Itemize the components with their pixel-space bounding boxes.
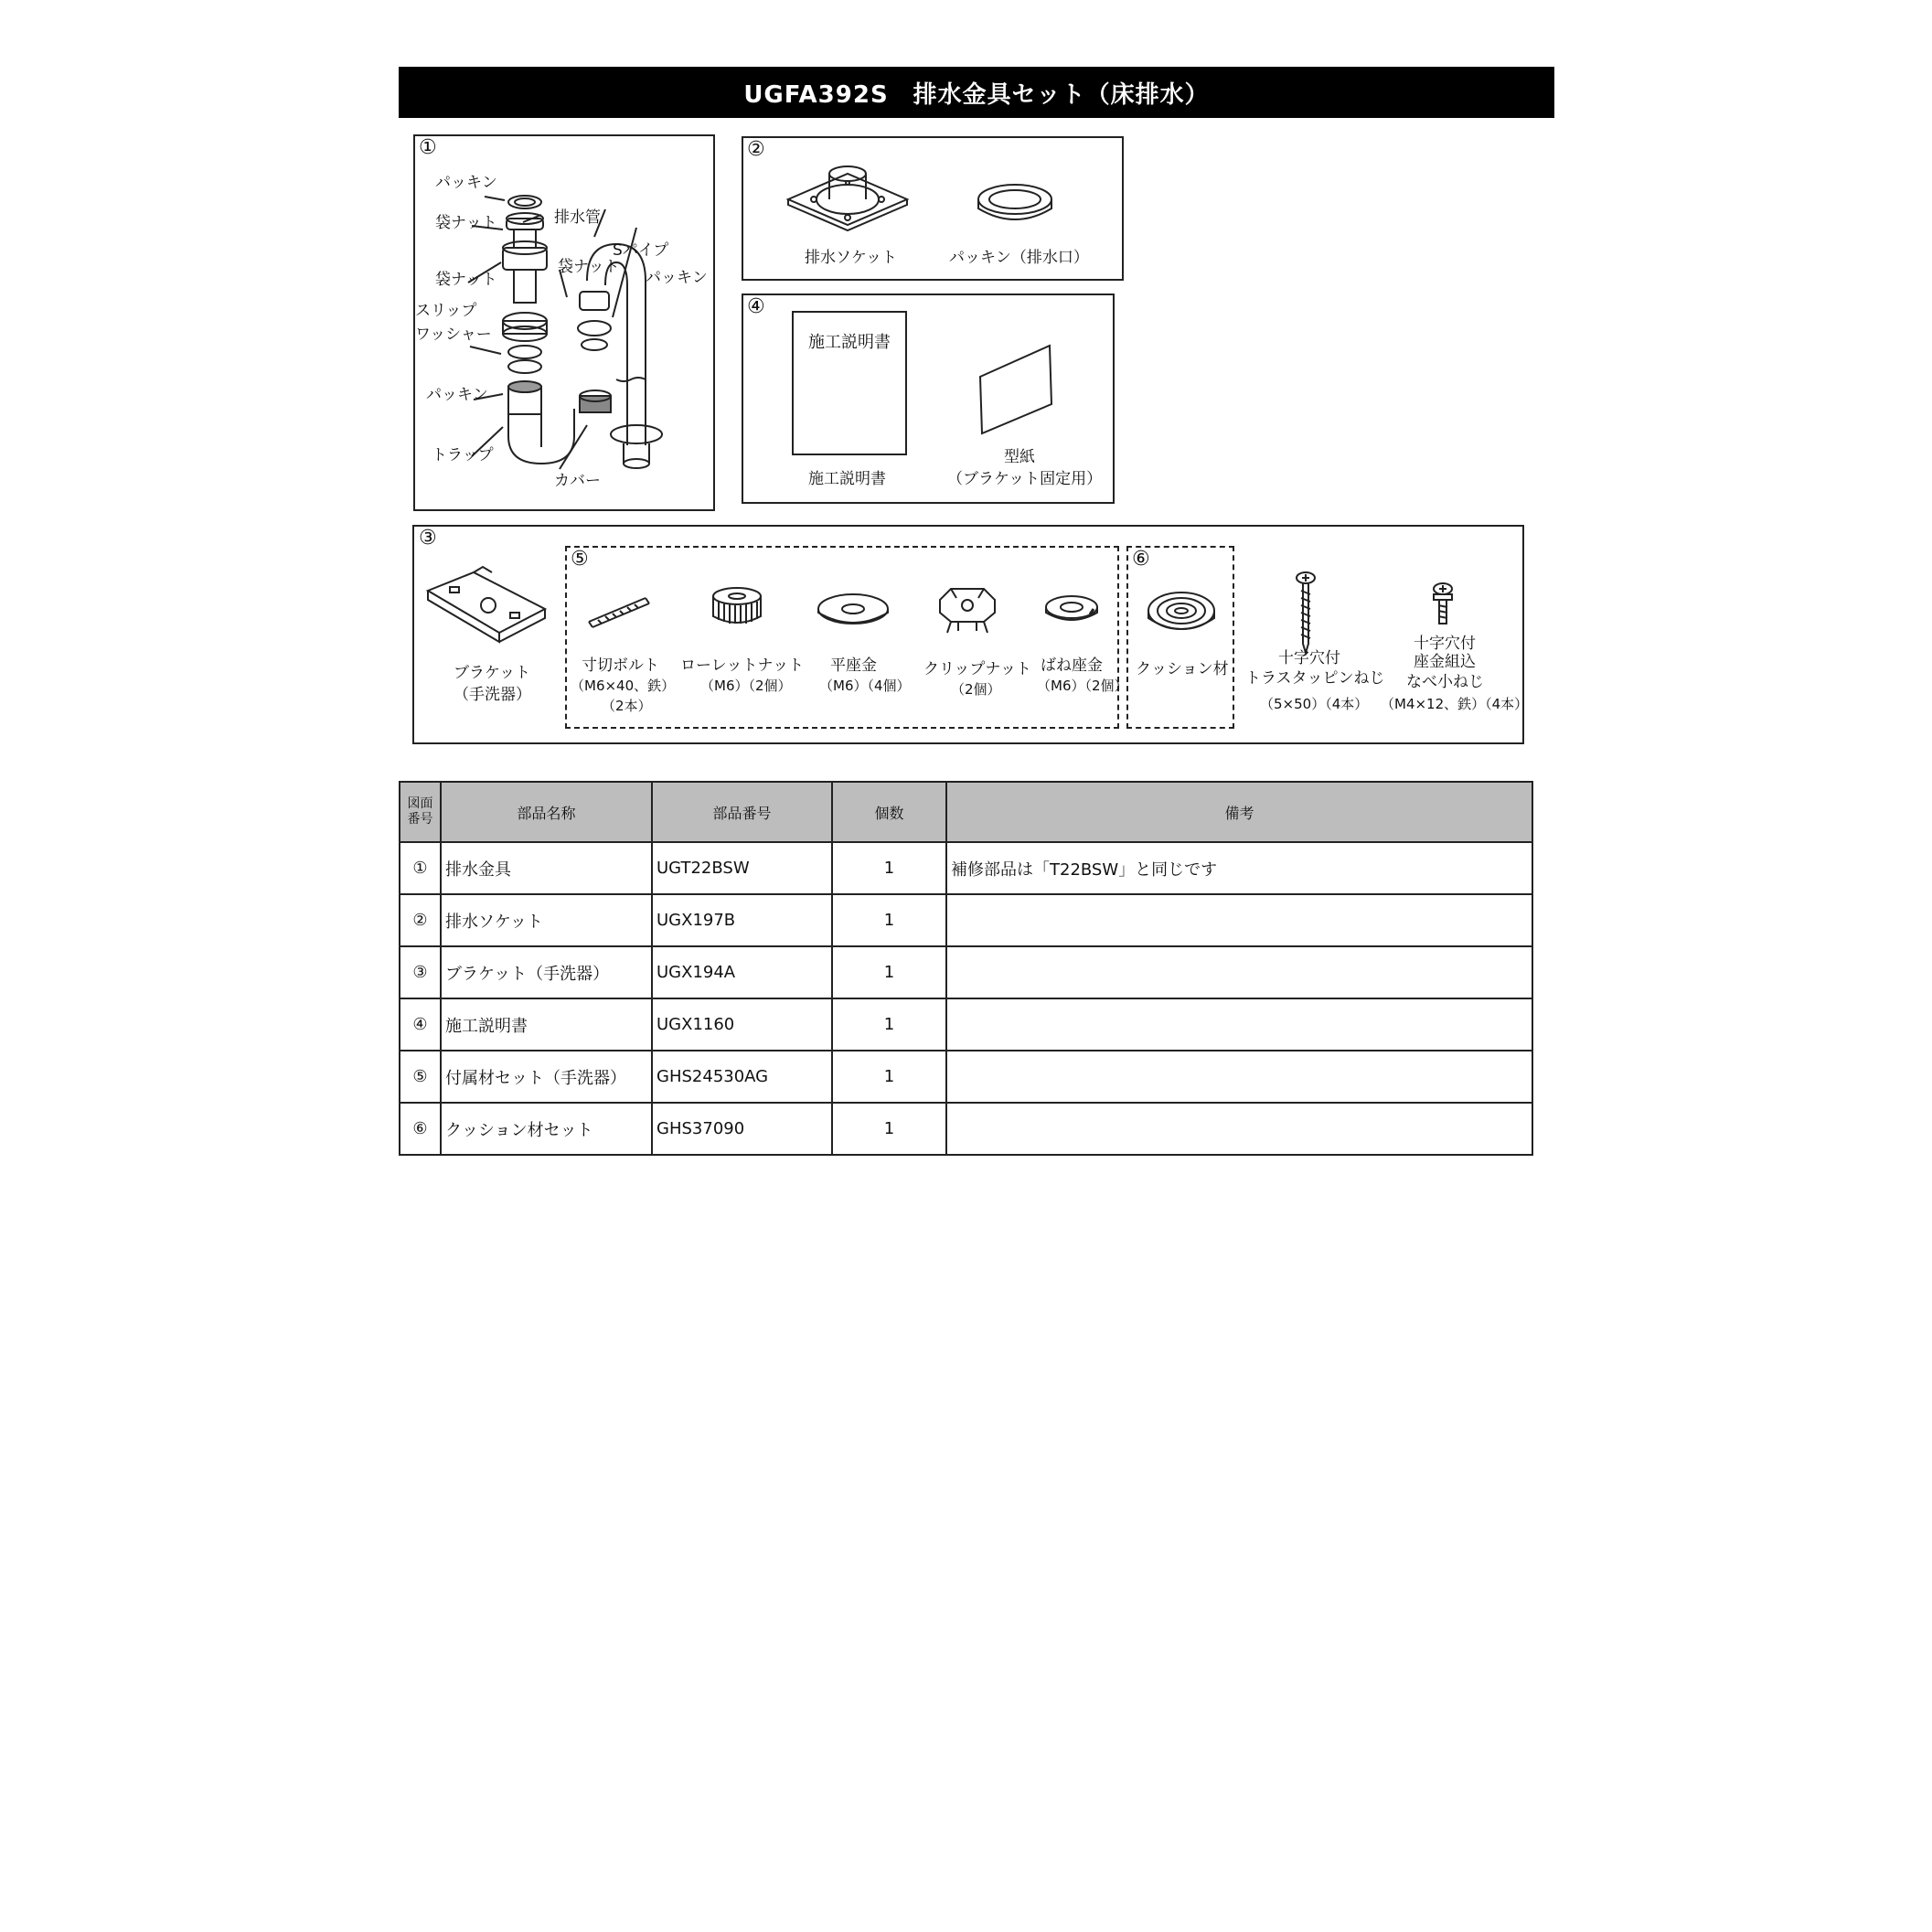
label-knurled-nut-2: （M6）（2個） <box>700 678 792 694</box>
panel-2-number: ② <box>747 138 765 161</box>
label-template-2: （ブラケット固定用） <box>947 470 1103 488</box>
manual-cover-text: 施工説明書 <box>808 333 891 352</box>
cell-name: ブラケット（手洗器） <box>441 946 652 998</box>
template-sheet-illustration <box>975 344 1053 435</box>
cell-quantity: 1 <box>832 998 946 1051</box>
cell-part-number: UGX197B <box>652 894 832 946</box>
cell-number: ③ <box>400 946 441 998</box>
table-row <box>400 1051 1532 1103</box>
cell-part-number: UGX194A <box>652 946 832 998</box>
page-title: UGFA392S 排水金具セット（床排水） <box>399 67 1554 118</box>
header-figure-number-line1: 図面 <box>407 796 433 811</box>
cell-number: ① <box>400 842 441 894</box>
cell-name: 排水ソケット <box>441 894 652 946</box>
cell-part-number: UGX1160 <box>652 998 832 1051</box>
cell-quantity: 1 <box>832 946 946 998</box>
panel-5-number: ⑤ <box>571 548 589 571</box>
tapping-screw-illustration <box>1293 571 1318 655</box>
parts-table <box>399 781 1533 1156</box>
cell-note <box>946 1051 1532 1103</box>
label-spring-washer-2: （M6）（2個） <box>1037 678 1128 694</box>
label-slip: スリップ <box>415 302 477 320</box>
cell-quantity: 1 <box>832 894 946 946</box>
label-packing-top: パッキン <box>435 174 497 192</box>
label-s-pipe: Sパイプ <box>613 241 669 260</box>
label-flat-washer-2: （M6）（4個） <box>819 678 911 694</box>
label-tapping-screw-3: （5×50）（4本） <box>1260 696 1369 712</box>
cell-number: ⑥ <box>400 1103 441 1155</box>
label-bag-nut-1: 袋ナット <box>435 214 497 232</box>
cell-part-number: UGT22BSW <box>652 842 832 894</box>
cell-quantity: 1 <box>832 1051 946 1103</box>
label-trap: トラップ <box>432 446 494 464</box>
cell-name: 排水金具 <box>441 842 652 894</box>
cell-name: 付属材セット（手洗器） <box>441 1051 652 1103</box>
panel-6-number: ⑥ <box>1132 548 1150 571</box>
label-tapping-screw-1: 十字穴付 <box>1278 649 1340 667</box>
machine-screw-illustration <box>1428 582 1457 629</box>
label-drain-packing: パッキン（排水口） <box>949 249 1089 267</box>
header-quantity: 個数 <box>832 782 946 842</box>
cell-name: クッション材セット <box>441 1103 652 1155</box>
spring-washer-illustration <box>1042 591 1101 627</box>
label-flat-washer-1: 平座金 <box>830 656 877 675</box>
label-packing-left: パッキン <box>426 386 488 404</box>
cell-note <box>946 894 1532 946</box>
cell-note: 補修部品は「T22BSW」と同じです <box>946 842 1532 894</box>
header-part-number: 部品番号 <box>652 782 832 842</box>
header-figure-number-line2: 番号 <box>407 812 433 827</box>
label-bolt-2: （M6×40、鉄） <box>571 678 676 694</box>
table-header-row <box>400 782 1532 842</box>
cell-note <box>946 1103 1532 1155</box>
label-knurled-nut-1: ローレットナット <box>680 656 805 675</box>
label-washer: ワッシャー <box>415 326 492 344</box>
clip-nut-illustration <box>934 585 1000 635</box>
table-row <box>400 894 1532 946</box>
flat-washer-illustration <box>816 591 891 631</box>
label-machine-screw-3: なべ小ねじ <box>1406 673 1484 691</box>
label-machine-screw-2: 座金組込 <box>1414 653 1476 671</box>
cell-note <box>946 946 1532 998</box>
panel-4-number: ④ <box>747 295 765 318</box>
drain-packing-illustration <box>973 179 1057 230</box>
label-packing-right: パッキン <box>646 269 708 287</box>
label-bolt-3: （2本） <box>602 698 652 714</box>
cushion-roll-illustration <box>1145 583 1218 642</box>
label-drain-socket: 排水ソケット <box>805 249 897 267</box>
manual-booklet <box>792 311 907 455</box>
cell-note <box>946 998 1532 1051</box>
table-row <box>400 842 1532 894</box>
label-tapping-screw-2: トラスタッピンねじ <box>1245 669 1385 688</box>
label-drain-pipe: 排水管 <box>554 208 601 227</box>
label-clip-nut-2: （2個） <box>951 681 1001 698</box>
label-machine-screw-4: （M4×12、鉄）（4本） <box>1381 696 1529 712</box>
label-bracket-1: ブラケット <box>454 664 531 682</box>
header-figure-number <box>400 782 441 842</box>
label-template-1: 型紙 <box>1004 448 1035 466</box>
header-remarks: 備考 <box>946 782 1532 842</box>
table-row <box>400 946 1532 998</box>
panel-1-number: ① <box>419 136 437 159</box>
cell-quantity: 1 <box>832 842 946 894</box>
cell-part-number: GHS37090 <box>652 1103 832 1155</box>
drain-socket-illustration <box>779 155 916 238</box>
bracket-illustration <box>422 567 550 649</box>
label-cover: カバー <box>554 472 601 490</box>
knurled-nut-illustration <box>710 585 764 629</box>
header-part-name: 部品名称 <box>441 782 652 842</box>
label-spring-washer-1: ばね座金 <box>1041 656 1103 675</box>
cell-number: ② <box>400 894 441 946</box>
table-row <box>400 1103 1532 1155</box>
cell-quantity: 1 <box>832 1103 946 1155</box>
label-bag-nut-3: 袋ナット <box>558 258 620 276</box>
cell-number: ⑤ <box>400 1051 441 1103</box>
label-bag-nut-2: 袋ナット <box>435 271 497 289</box>
cell-number: ④ <box>400 998 441 1051</box>
label-machine-screw-1: 十字穴付 <box>1414 635 1476 653</box>
cell-name: 施工説明書 <box>441 998 652 1051</box>
label-cushion: クッション材 <box>1136 660 1229 678</box>
label-clip-nut-1: クリップナット <box>923 660 1031 678</box>
table-row <box>400 998 1532 1051</box>
label-manual: 施工説明書 <box>808 470 886 488</box>
cut-bolt-illustration <box>585 592 651 629</box>
label-bolt-1: 寸切ボルト <box>582 656 659 675</box>
label-bracket-2: （手洗器） <box>454 686 531 704</box>
panel-3-number: ③ <box>419 527 437 550</box>
cell-part-number: GHS24530AG <box>652 1051 832 1103</box>
